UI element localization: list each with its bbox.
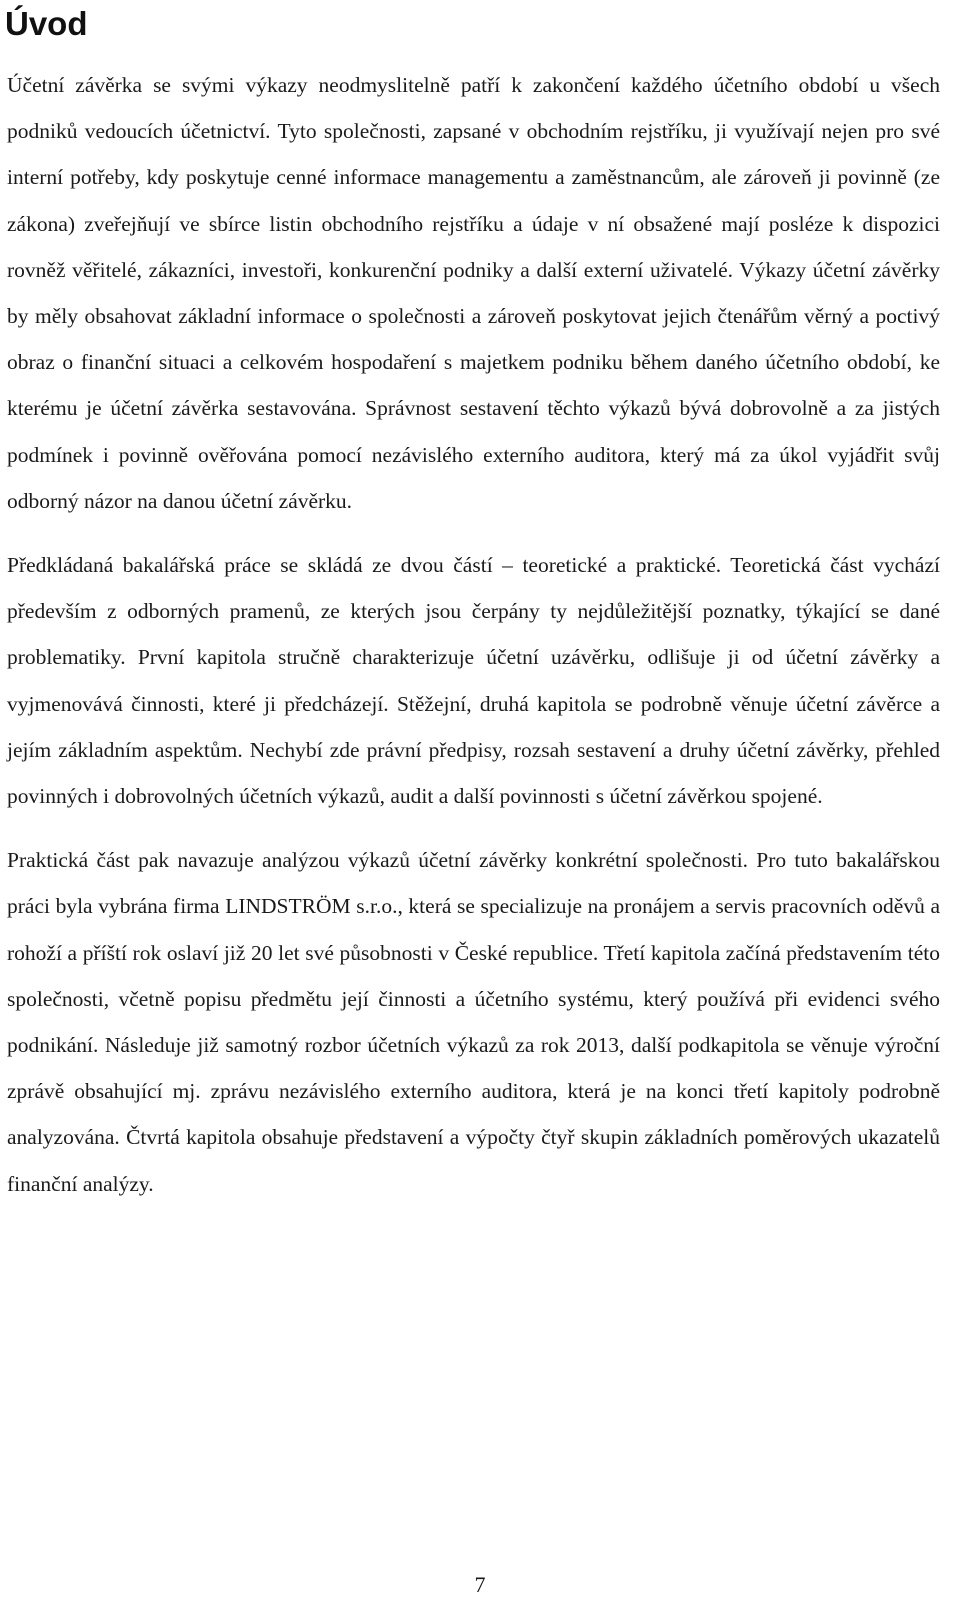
page-number: 7 (474, 1572, 486, 1597)
body-text (7, 62, 940, 1225)
paragraph-practical: Praktická část pak navazuje analýzou výkazů účetní závěrky konkrétní společnosti. Pro tuto bakalářskou práci byla vybrána firma LINDSTRÖM s.r.o., která se specializuje na pronájem a servis pracovních oděvů a rohoží a příští rok oslaví již 20 let své působnosti v České republice. Třetí kapitola začíná představením této společnosti, včetně popisu předmětu její činnosti a účetního systému, který používá při evidenci svého podnikání. Následuje již samotný rozbor účetních výkazů za rok 2013, další podkapitola se věnuje výroční zprávě obsahující mj. zprávu nezávislého externího auditora, která je na konci třetí kapitoly podrobně analyzována. Čtvrtá kapitola obsahuje představení a výpočty čtyř skupin základních poměrových ukazatelů finanční analýzy. (7, 848, 940, 1196)
paragraph-structure: Předkládaná bakalářská práce se skládá ze dvou částí – teoretické a praktické. Teoretická část vychází především z odborných pramenů, ze kterých jsou čerpány ty nejdůležitější poznatky, týkající se dané problematiky. První kapitola stručně charakterizuje účetní uzávěrku, odlišuje ji od účetní závěrky a vyjmenovává činnosti, které ji předcházejí. Stěžejní, druhá kapitola se podrobně věnuje účetní závěrce a jejím základním aspektům. Nechybí zde právní předpisy, rozsah sestavení a druhy účetní závěrky, přehled povinných i dobrovolných účetních výkazů, audit a další povinnosti s účetní závěrkou spojené. (7, 553, 940, 809)
section-heading: Úvod (5, 5, 88, 42)
paragraph-intro: Účetní závěrka se svými výkazy neodmyslitelně patří k zakončení každého účetního období u všech podniků vedoucích účetnictví. Tyto společnosti, zapsané v obchodním rejstříku, ji využívají nejen pro své interní potřeby, kdy poskytuje cenné informace managementu a zaměstnancům, ale zároveň ji povinně (ze zákona) zveřejňují ve sbírce listin obchodního rejstříku a údaje v ní obsažené mají posléze k dispozici rovněž věřitelé, zákazníci, investoři, konkurenční podniky a další externí uživatelé. Výkazy účetní závěrky by měly obsahovat základní informace o společnosti a zároveň poskytovat jejich čtenářům věrný a poctivý obraz o finanční situaci a celkovém hospodaření s majetkem podniku během daného účetního období, ke kterému je účetní závěrka sestavována. Správnost sestavení těchto výkazů bývá dobrovolně a za jistých podmínek i povinně ověřována pomocí nezávislého externího auditora, který má za úkol vyjádřit svůj odborný názor na danou účetní závěrku. (7, 73, 940, 513)
